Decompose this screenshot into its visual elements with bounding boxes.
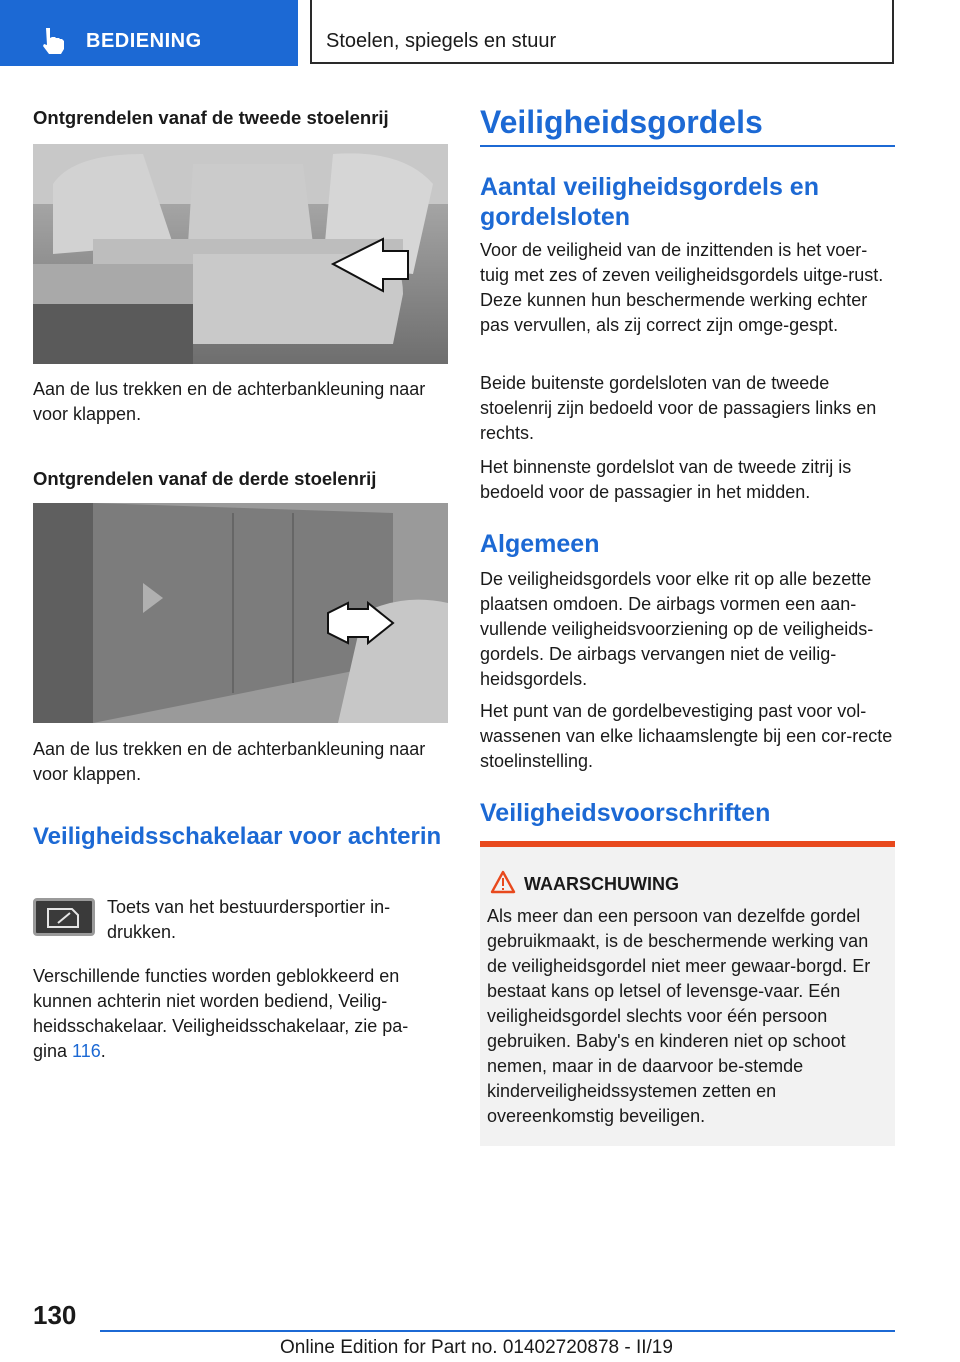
- warning-triangle-icon: [490, 870, 516, 894]
- caption-second-row: Aan de lus trekken en de achterbankleuning naar voor klappen.: [33, 379, 426, 424]
- heading-second-row: Ontgrendelen vanaf de tweede stoelenrij: [33, 107, 389, 128]
- safety-switch-text: Verschillende functies worden geblokkeerd en kunnen achterin niet worden bediend, Veilig-heidsschakelaar. Veiligheidsschakelaar, zie pa-gina: [33, 966, 409, 1061]
- chapter-title: Stoelen, spiegels en stuur: [326, 30, 557, 52]
- safety-switch-paragraph: [33, 964, 433, 1064]
- safety-switch-button-text: Toets van het bestuurdersportier in-drukken.: [107, 897, 391, 942]
- warning-box: [480, 841, 895, 1146]
- general-para-1: De veiligheidsgordels voor elke rit op alle bezette plaatsen omdoen. De airbags vormen een aan-vullende veiligheidsvoorziening op de veiligheids-gordels. De airbags vervangen niet de veilig-heidsgordels.: [480, 569, 874, 689]
- edition-text: Online Edition for Part no. 01402720878 - II/19: [280, 1337, 673, 1358]
- main-title: Veiligheidsgordels: [480, 104, 763, 140]
- count-title: Aantal veiligheidsgordels en gordelsloten: [480, 173, 819, 231]
- count-para-2: Beide buitenste gordelsloten van de tweede stoelenrij zijn bedoeld voor de passagiers links en rechts.: [480, 373, 877, 443]
- warning-text: Als meer dan een persoon van dezelfde gordel gebruikmaakt, is de beschermende werking van de veiligheidsgordel niet meer gewaar-borgd. Er bestaat kans op letsel of levensge-vaar. Eén veiligheidsgordel slechts voor één persoon gebruiken. Baby's en kinderen niet op schoot nemen, maar in de daarvoor be-stemde kinderveiligheidssystemen zetten en overeenkomstig beveiligen.: [487, 906, 871, 1126]
- general-para-2: Het punt van de gordelbevestiging past voor vol-wassenen van elke lichaamslengte bij een cor-recte stoelinstelling.: [480, 701, 893, 771]
- safety-switch-period: .: [100, 1041, 106, 1061]
- third-row-seat-photo: [33, 503, 448, 723]
- heading-third-row: Ontgrendelen vanaf de derde stoelenrij: [33, 468, 377, 489]
- section-tab[interactable]: [0, 0, 298, 66]
- hand-pointer-icon: [38, 26, 68, 54]
- safety-switch-title: Veiligheidsschakelaar voor achterin: [33, 823, 442, 850]
- page-link-116[interactable]: 116: [72, 1041, 101, 1061]
- count-para-1: Voor de veiligheid van de inzittenden is het voer-tuig met zes of zeven veiligheidsgordels uitge-rust. Deze kunnen hun beschermende werking echter pas vervullen, als zij correct zijn omge-gespt.: [480, 240, 884, 335]
- general-title: Algemeen: [480, 530, 600, 558]
- caption-third-row: Aan de lus trekken en de achterbankleuning naar voor klappen.: [33, 739, 426, 784]
- page-number: 130: [33, 1300, 77, 1330]
- section-label: BEDIENING: [86, 30, 202, 52]
- warning-label: WAARSCHUWING: [524, 874, 679, 894]
- rules-title: Veiligheidsvoorschriften: [480, 799, 771, 827]
- second-row-seat-photo: [33, 144, 448, 364]
- safety-switch-button-icon: [33, 898, 95, 936]
- footer-rule: [100, 1330, 895, 1332]
- count-para-3: Het binnenste gordelslot van de tweede zitrij is bedoeld voor de passagier in het midden.: [480, 457, 852, 502]
- chapter-header: [310, 0, 894, 64]
- title-rule: [480, 145, 895, 147]
